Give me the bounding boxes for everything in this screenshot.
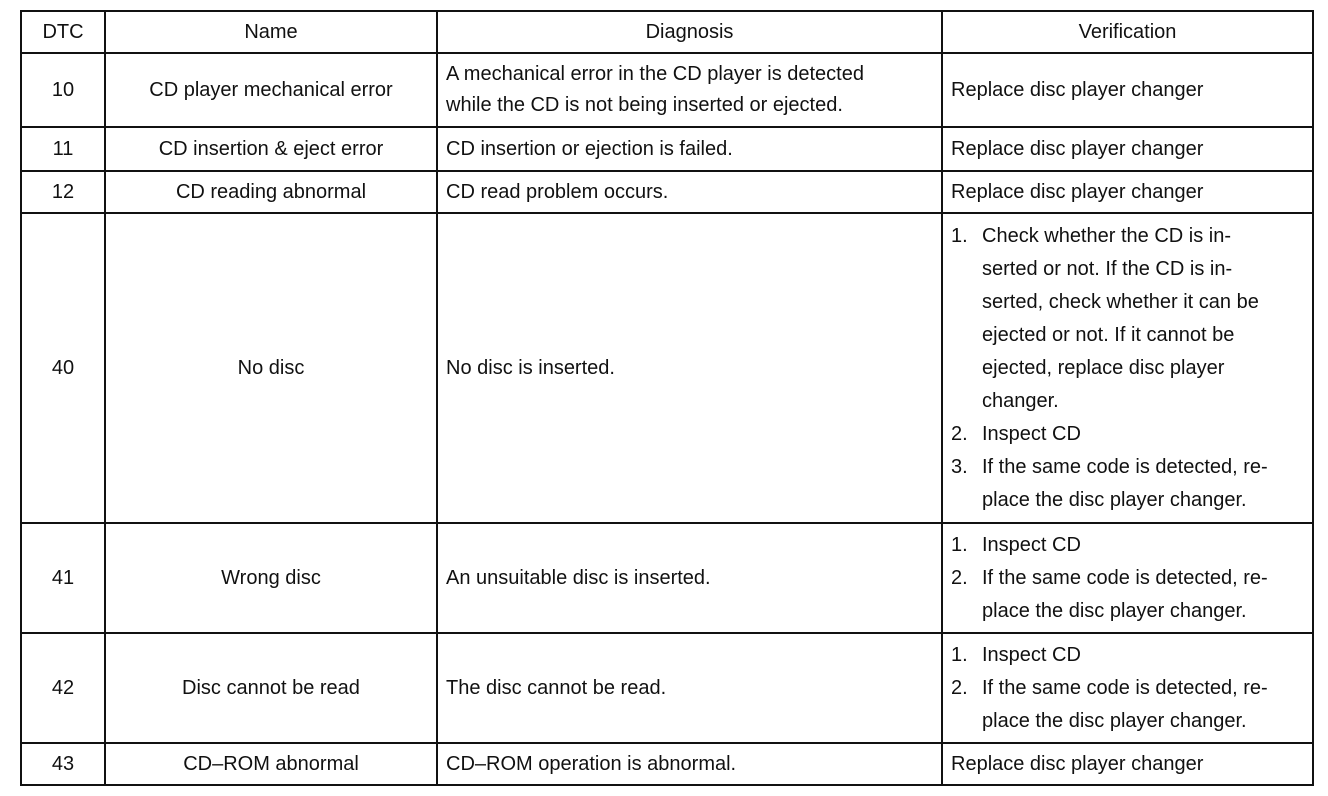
verification-step — [951, 529, 1304, 562]
verification-steps — [951, 529, 1304, 628]
verification-steps — [951, 639, 1304, 738]
table-row — [21, 633, 1313, 743]
dtc-verification: Replace disc player changer — [942, 53, 1313, 127]
step-line: place the disc player changer. — [982, 709, 1247, 732]
dtc-verification — [942, 523, 1313, 633]
step-line: place the disc player changer. — [982, 599, 1247, 622]
step-line: ejected or not. If it cannot be — [982, 323, 1235, 346]
step-line: serted, check whether it can be — [982, 290, 1259, 313]
dtc-code: 40 — [21, 213, 105, 523]
table-row — [21, 53, 1313, 127]
step-line: If the same code is detected, re- — [982, 455, 1268, 478]
step-line: Inspect CD — [982, 643, 1081, 666]
dtc-diagnosis — [437, 53, 942, 127]
verification-step — [951, 451, 1304, 517]
step-text — [982, 639, 1304, 672]
dtc-verification — [942, 633, 1313, 743]
step-line: changer. — [982, 389, 1059, 412]
step-text — [982, 562, 1304, 628]
dtc-diagnosis: No disc is inserted. — [437, 213, 942, 523]
dtc-diagnosis: An unsuitable disc is inserted. — [437, 523, 942, 633]
verification-step — [951, 418, 1304, 451]
dtc-verification: Replace disc player changer — [942, 743, 1313, 785]
dtc-name: No disc — [105, 213, 437, 523]
table-row — [21, 127, 1313, 171]
step-number: 1. — [951, 533, 968, 556]
table-row — [21, 523, 1313, 633]
dtc-name: CD reading abnormal — [105, 171, 437, 213]
table-row — [21, 171, 1313, 213]
dtc-code: 11 — [21, 127, 105, 171]
dtc-table — [20, 10, 1314, 786]
step-text — [982, 451, 1304, 517]
step-text — [982, 220, 1304, 418]
header-verification: Verification — [942, 11, 1313, 53]
dtc-verification — [942, 213, 1313, 523]
table-row — [21, 743, 1313, 785]
diagnosis-line: A mechanical error in the CD player is detected — [446, 63, 864, 85]
verification-step — [951, 562, 1304, 628]
header-name: Name — [105, 11, 437, 53]
dtc-code: 10 — [21, 53, 105, 127]
step-line: place the disc player changer. — [982, 488, 1247, 511]
dtc-name: Wrong disc — [105, 523, 437, 633]
step-number: 2. — [951, 676, 968, 699]
step-number: 2. — [951, 566, 968, 589]
step-line: serted or not. If the CD is in- — [982, 257, 1233, 280]
header-row — [21, 11, 1313, 53]
step-number: 2. — [951, 422, 968, 445]
verification-steps — [951, 220, 1304, 517]
diagnosis-line: while the CD is not being inserted or ejected. — [446, 94, 843, 116]
dtc-code: 12 — [21, 171, 105, 213]
step-number: 1. — [951, 643, 968, 666]
dtc-diagnosis: The disc cannot be read. — [437, 633, 942, 743]
dtc-verification: Replace disc player changer — [942, 171, 1313, 213]
dtc-name: CD player mechanical error — [105, 53, 437, 127]
verification-step — [951, 220, 1304, 418]
dtc-code: 43 — [21, 743, 105, 785]
dtc-name: CD insertion & eject error — [105, 127, 437, 171]
step-text — [982, 418, 1304, 451]
step-line: Inspect CD — [982, 533, 1081, 556]
dtc-diagnosis: CD read problem occurs. — [437, 171, 942, 213]
verification-step — [951, 672, 1304, 738]
step-line: Inspect CD — [982, 422, 1081, 445]
dtc-verification: Replace disc player changer — [942, 127, 1313, 171]
step-line: Check whether the CD is in- — [982, 224, 1231, 247]
step-line: If the same code is detected, re- — [982, 676, 1268, 699]
step-number: 1. — [951, 224, 968, 247]
step-text — [982, 672, 1304, 738]
header-dtc: DTC — [21, 11, 105, 53]
dtc-diagnosis: CD–ROM operation is abnormal. — [437, 743, 942, 785]
dtc-code: 41 — [21, 523, 105, 633]
dtc-code: 42 — [21, 633, 105, 743]
step-line: ejected, replace disc player — [982, 356, 1225, 379]
dtc-name: Disc cannot be read — [105, 633, 437, 743]
step-text — [982, 529, 1304, 562]
step-number: 3. — [951, 455, 968, 478]
table-row — [21, 213, 1313, 523]
dtc-diagnosis: CD insertion or ejection is failed. — [437, 127, 942, 171]
step-line: If the same code is detected, re- — [982, 566, 1268, 589]
dtc-name: CD–ROM abnormal — [105, 743, 437, 785]
verification-step — [951, 639, 1304, 672]
header-diagnosis: Diagnosis — [437, 11, 942, 53]
